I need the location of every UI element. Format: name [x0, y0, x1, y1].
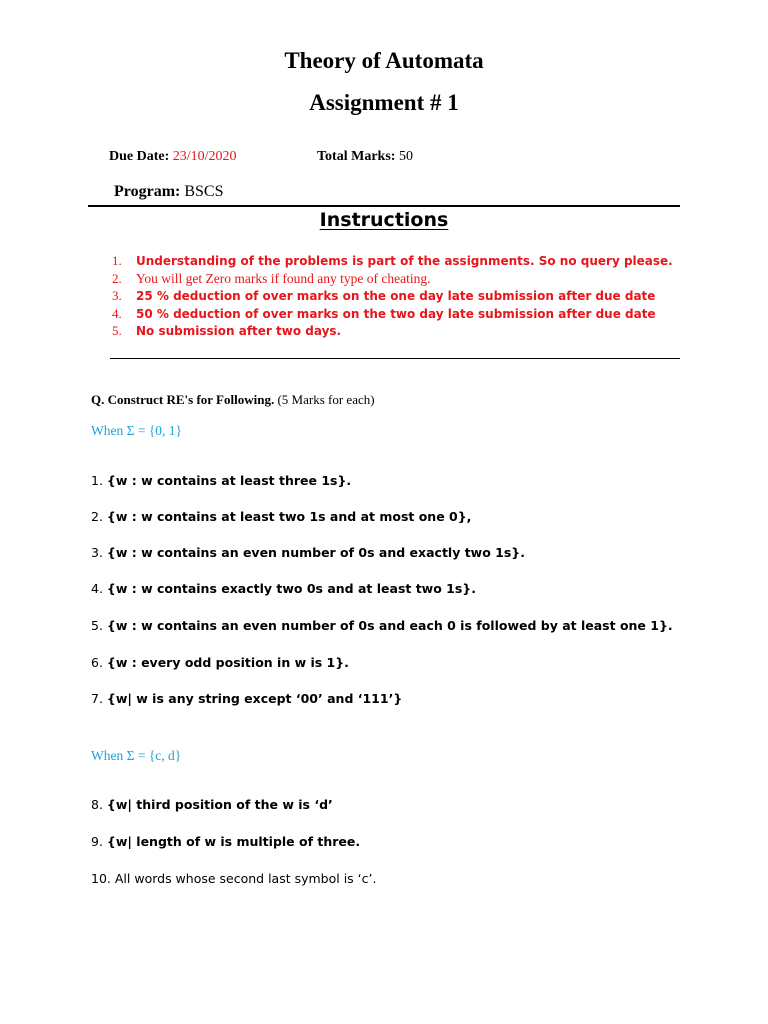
- program: [114, 183, 223, 201]
- question-item: 3. {w : w contains an even number of 0s and exactly two 1s}.: [91, 545, 525, 560]
- alphabet-cd: When Σ = {c, d}: [91, 748, 182, 763]
- question-marks: (5 Marks for each): [277, 392, 375, 407]
- question-label: Q. Construct RE's for Following.: [91, 392, 275, 407]
- instructions-list: [112, 252, 673, 340]
- question-item: 10. All words whose second last symbol is ‘c’.: [91, 871, 377, 886]
- question-item: 1. {w : w contains at least three 1s}.: [91, 473, 352, 488]
- question-item: 4. {w : w contains exactly two 0s and at least two 1s}.: [91, 581, 476, 596]
- due-date-label: Due Date:: [109, 149, 170, 164]
- question-item: 2. {w : w contains at least two 1s and at most one 0},: [91, 509, 472, 524]
- question-item: 6. {w : every odd position in w is 1}.: [91, 655, 349, 670]
- program-label: Program:: [114, 183, 181, 200]
- instructions-heading: Instructions: [319, 209, 449, 231]
- question-heading: [91, 392, 375, 408]
- instruction-item: 2. You will get Zero marks if found any type of cheating.: [112, 270, 431, 286]
- question-item: 7. {w| w is any string except ‘00’ and ‘111’}: [91, 691, 403, 706]
- total-marks: [317, 149, 413, 165]
- question-item: 9. {w| length of w is multiple of three.: [91, 834, 361, 849]
- document-title: Theory of Automata: [284, 48, 484, 73]
- question-item: 5. {w : w contains an even number of 0s and each 0 is followed by at least one 1}.: [91, 618, 673, 633]
- instruction-item: 5. No submission after two days.: [112, 323, 342, 339]
- total-marks-value: 50: [398, 149, 413, 164]
- instruction-item: 1. Understanding of the problems is part of the assignments. So no query please.: [112, 253, 673, 268]
- header-divider: [88, 205, 680, 207]
- alphabet-binary: When Σ = {0, 1}: [91, 423, 183, 438]
- instruction-item: 4. 50 % deduction of over marks on the two day late submission after due date: [112, 305, 656, 321]
- due-date-value: 23/10/2020: [172, 149, 237, 164]
- total-marks-label: Total Marks:: [317, 149, 396, 164]
- program-value: BSCS: [184, 183, 224, 200]
- due-date: [109, 149, 237, 165]
- instructions-divider: [110, 358, 680, 359]
- assignment-number: Assignment # 1: [309, 90, 459, 115]
- instruction-item: 3. 25 % deduction of over marks on the one day late submission after due date: [112, 288, 656, 304]
- question-item: 8. {w| third position of the w is ‘d’: [91, 797, 333, 812]
